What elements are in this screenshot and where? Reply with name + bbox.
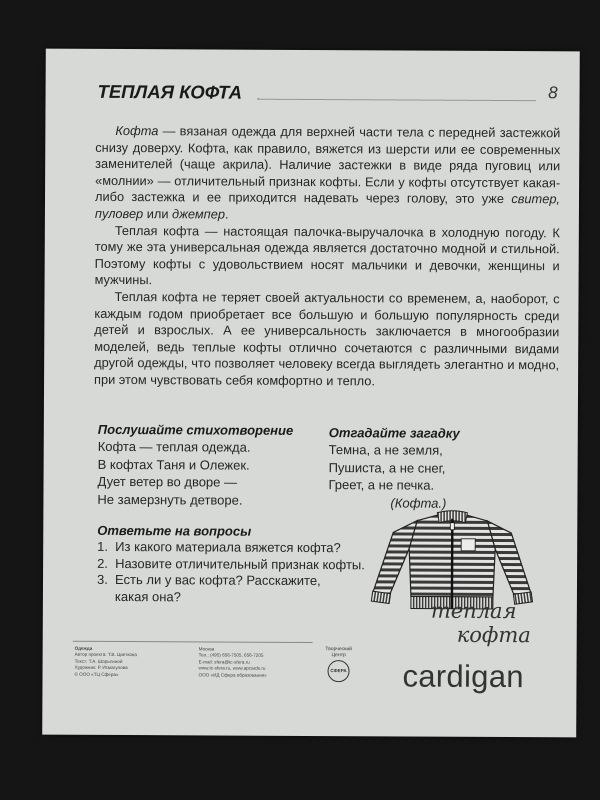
riddle-line: Темна, а не земля, — [328, 442, 443, 458]
body-text-run: Теплая кофта — настоящая палочка-выручалочка в холодную погоду. К тому же эта универсальная одежда является достаточно модной и стильной. Поэтому кофты с удовольствием носят мальчики и девочки, женщины и мужчины. — [94, 222, 560, 288]
riddle-answer: (Кофта.) — [390, 494, 447, 511]
emphasis-text: свитер, пуловер — [94, 191, 561, 222]
question-item — [97, 555, 397, 573]
question-item — [97, 572, 397, 590]
article-body — [94, 123, 560, 391]
page-title: ТЕПЛАЯ КОФТА — [97, 80, 243, 103]
question-continuation: какая она? — [114, 588, 181, 604]
question-text: Назовите отличительный признак кофты. — [115, 555, 365, 572]
dotted-rule — [258, 99, 536, 101]
poem-line: Кофта — теплая одежда. — [97, 438, 251, 455]
emphasis-text: Кофта — [115, 122, 159, 139]
body-text-run: Теплая кофта не теряет своей актуальности со временем, а, наоборот, с каждым годом приобретает все большую и большую популярность среди детей и взрослых. А ее универсальность заключается в многообразии моделей, ведь теплые кофты отлично сочетаются с различными видами другой одежды, что позволяет человеку всегда выглядеть элегантно и модно, при этом чувствовать себя комфортно и тепло. — [94, 288, 560, 389]
cardigan-illustration — [365, 508, 540, 613]
poem-line: Дует ветер во дворе — — [97, 473, 238, 490]
credits-block — [75, 646, 195, 679]
contacts-line: www.tc-sfera.ru, www.apcards.ru — [198, 665, 266, 671]
footer-divider — [73, 641, 313, 643]
body-text-run: . — [224, 206, 229, 222]
questions-block — [97, 522, 397, 607]
question-number: 2. — [97, 555, 108, 571]
poem-heading: Послушайте стихотворение — [97, 421, 294, 438]
credits-line: Художник: Р. Исмагулова — [74, 664, 128, 671]
logo-caption: Центр — [331, 652, 346, 659]
question-item — [97, 539, 397, 557]
russian-word-line: теплая — [430, 598, 517, 624]
question-number: 3. — [96, 571, 108, 587]
paragraph-3 — [94, 289, 560, 391]
poem-line: Не замерзнуть детворе. — [97, 491, 243, 508]
paragraph-2 — [95, 222, 560, 291]
riddle-heading: Отгадайте загадку — [328, 425, 460, 441]
body-text-run: или — [143, 206, 173, 222]
riddle-line: Греет, а не печка. — [328, 477, 435, 493]
contacts-line: Тел.: (495) 656-7505, 656-7205 — [198, 652, 264, 659]
russian-word — [431, 599, 581, 648]
english-word: cardigan — [402, 658, 524, 695]
printed-card — [42, 49, 580, 738]
questions-heading: Ответьте на вопросы — [97, 522, 252, 539]
publisher-logo — [320, 646, 356, 682]
poem-line: В кофтах Таня и Олежек. — [97, 456, 250, 473]
contacts-line: E-mail: sfera@tc-sfera.ru — [198, 659, 250, 665]
logo-caption: Творческий — [325, 646, 352, 653]
credits-line: Автор проекта: Т.В. Цветкова — [74, 652, 137, 658]
page-number: 8 — [548, 83, 558, 103]
card-header — [98, 81, 558, 107]
credits-line: © ООО «ТЦ Сфера» — [74, 671, 119, 677]
contacts-block — [199, 646, 309, 679]
body-text-run: — вязаная одежда для верхней части тела с передней застежкой снизу доверху. Кофта, как правило, вяжется из шерсти или ее современных заменителей (чаще акрила). Наличие застежки в виде ряда пуговиц или «молнии» — отличительный признак кофты. Если у кофты отсутствует какая-либо застежка и ее приходится надевать через голову, это уже — [94, 123, 561, 207]
logo-mark: СФЕРА — [327, 660, 349, 682]
riddle-line: Пушиста, а не снег, — [328, 459, 446, 476]
credits-line: Одежда — [74, 645, 93, 651]
question-text: Из какого материала вяжется кофта? — [115, 538, 341, 556]
riddle-block — [328, 424, 528, 512]
poem-block — [97, 421, 327, 509]
emphasis-text: джемпер — [172, 206, 226, 222]
credits-line: Текст: Т.А. Шорыгиной — [74, 658, 123, 664]
question-number: 1. — [97, 538, 109, 554]
russian-word-line: кофта — [456, 622, 531, 648]
paragraph-1 — [95, 123, 561, 225]
contacts-line: Москва — [198, 646, 215, 652]
question-text: Есть ли у вас кофта? Расскажите, — [114, 571, 321, 589]
contacts-line: ООО «ИД Сфера образования» — [198, 672, 267, 678]
